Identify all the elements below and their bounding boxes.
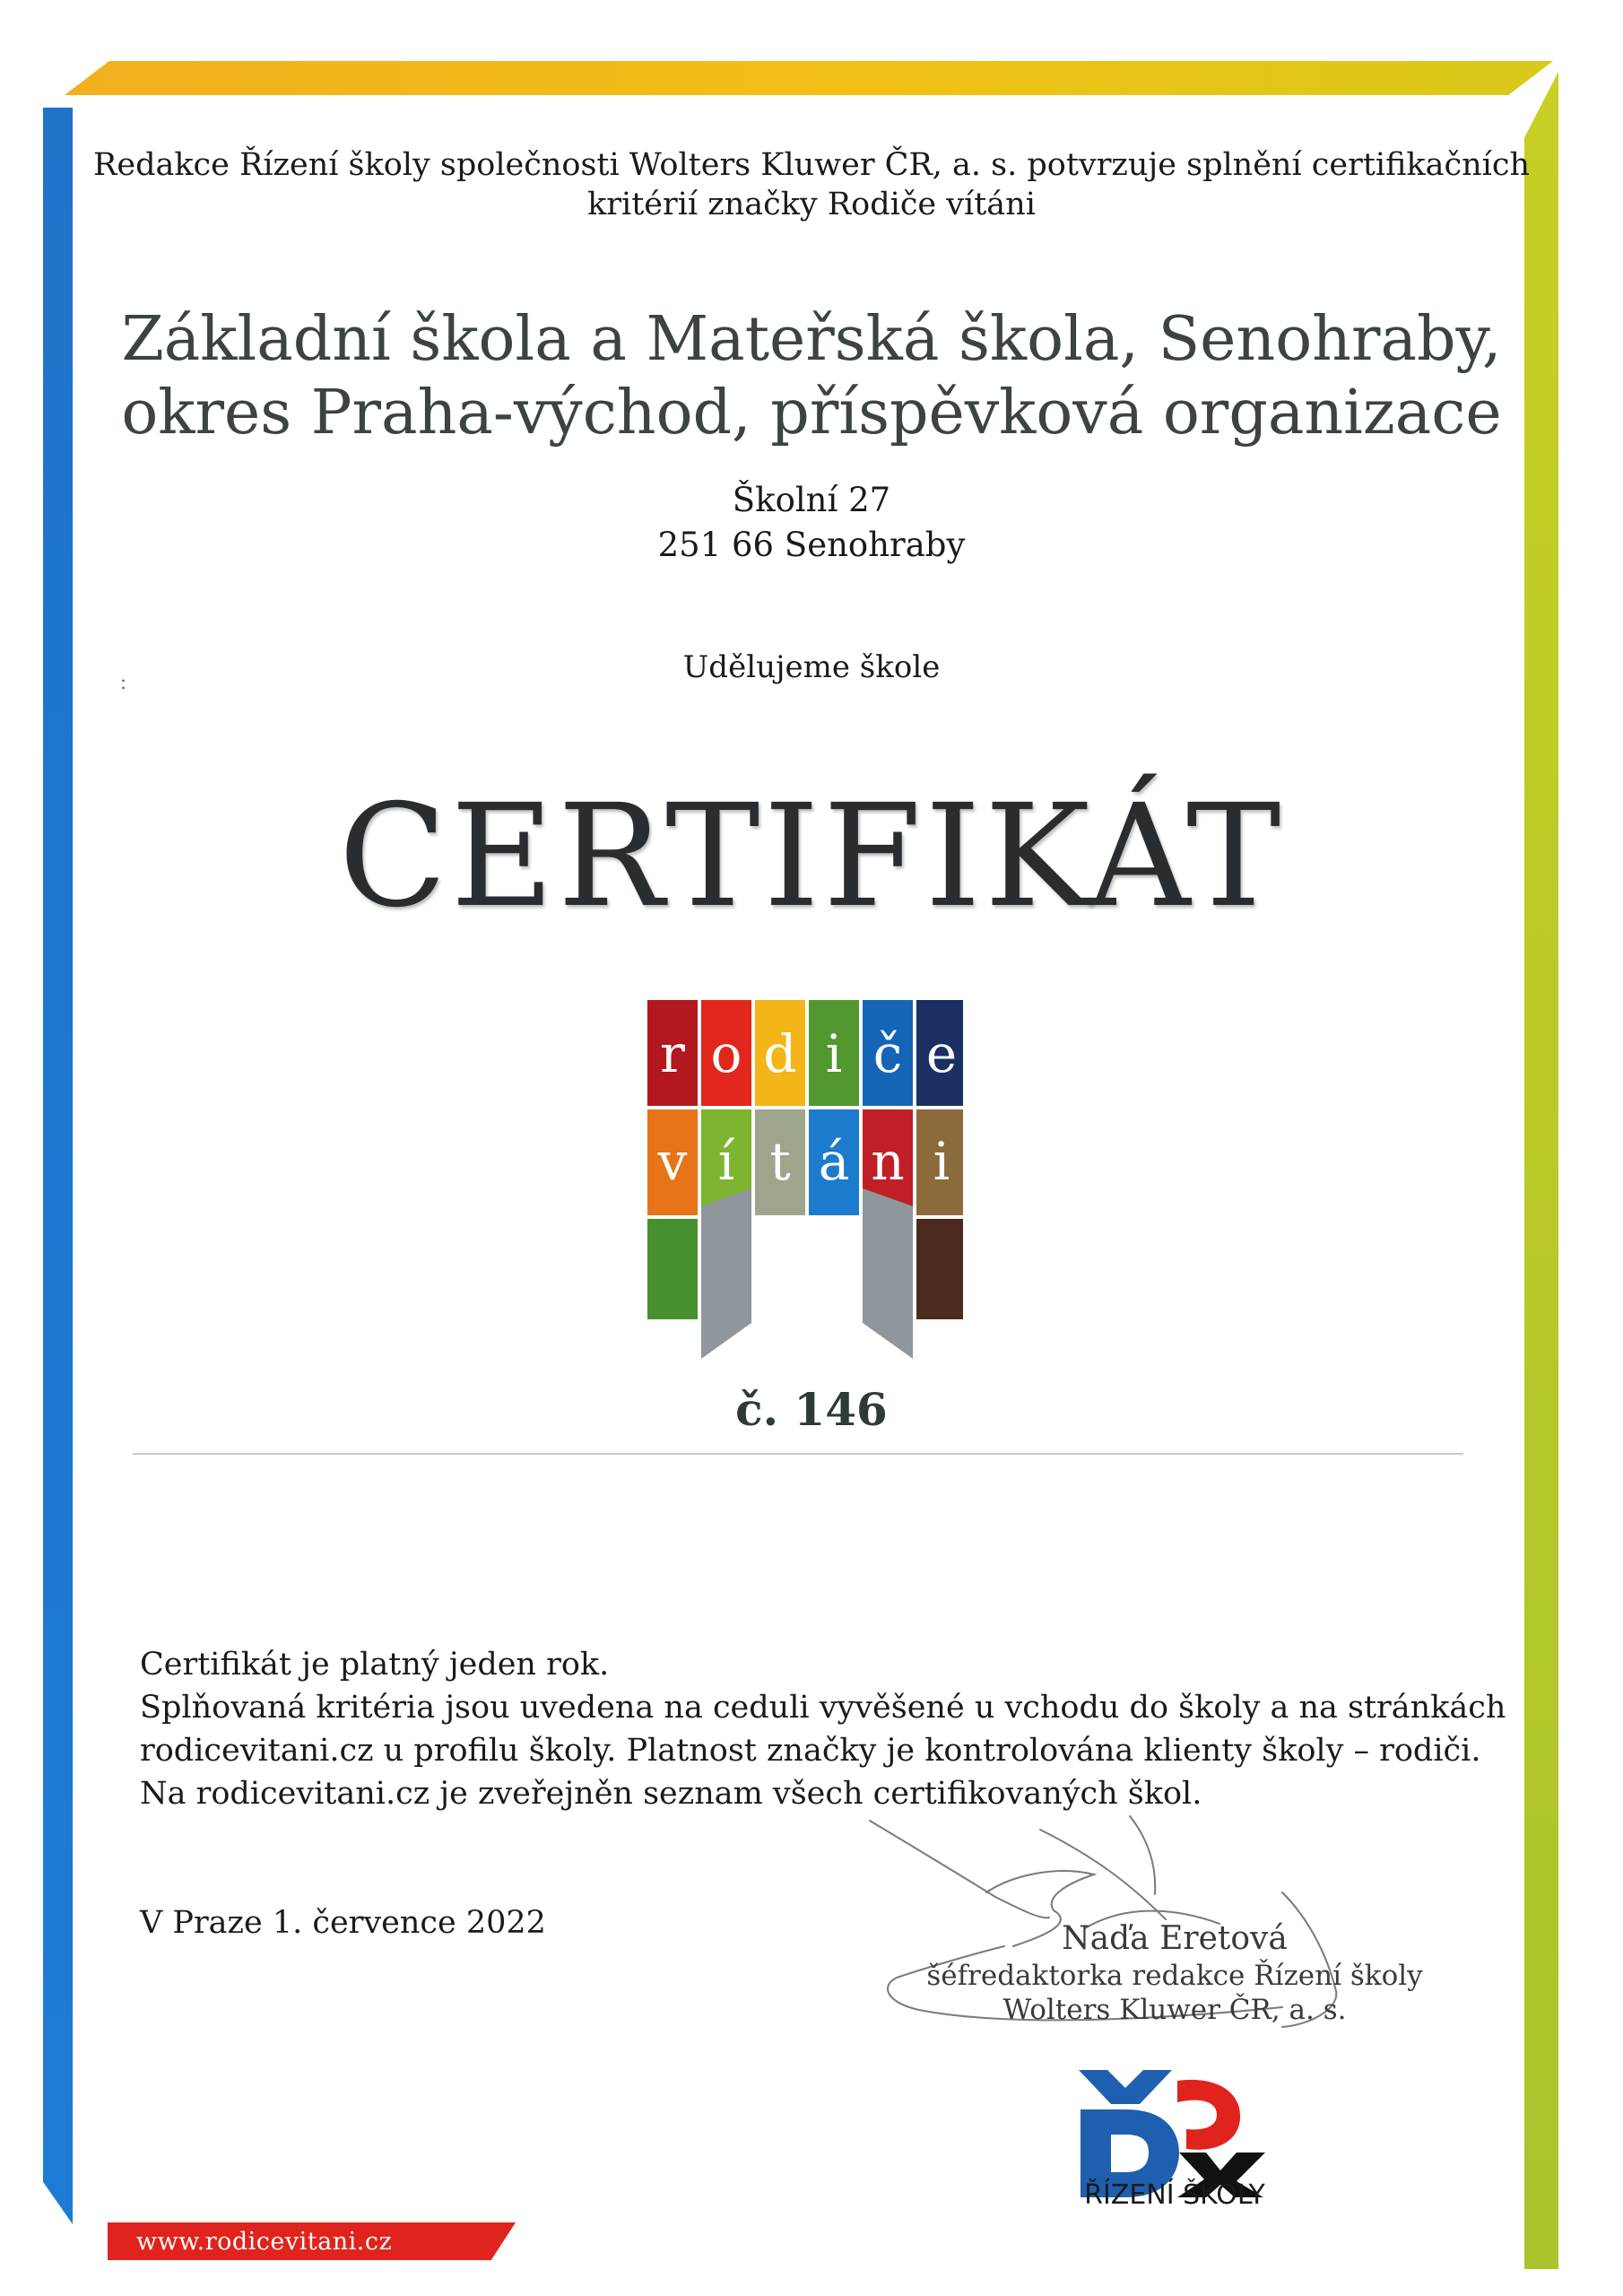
school-city: 251 66 Senohraby [657, 526, 966, 564]
logo-letter-top: č [872, 1023, 903, 1084]
logo-letter-bottom: t [769, 1131, 791, 1192]
intro-line-1: Redakce Řízení školy společnosti Wolters Kluwer ČR, a. s. potvrzuje splnění certifikačních [93, 147, 1530, 183]
signer-block [915, 1919, 1435, 2027]
logo-door-right [863, 1188, 913, 1359]
logo-letter-top: d [763, 1023, 797, 1084]
logo-tile-bottom [647, 1219, 698, 1319]
logo-letter-top: r [660, 1023, 685, 1084]
signer-company: Wolters Kluwer ČR, a. s. [1002, 1994, 1347, 2026]
school-name [0, 303, 1623, 450]
logo-letter-bottom: n [871, 1131, 905, 1192]
school-name-line-1: Základní škola a Mateřská škola, Senohraby, [121, 304, 1502, 375]
body-line-1: Certifikát je platný jeden rok. [140, 1647, 610, 1683]
logo-door-left [701, 1188, 751, 1359]
logo-letter-top: e [925, 1023, 958, 1084]
school-address [0, 478, 1623, 568]
school-name-line-2: okres Praha-východ, příspěvková organizace [121, 378, 1502, 448]
logo-letter-top: o [710, 1023, 742, 1084]
awarding-text: Udělujeme škole [682, 649, 941, 685]
separator-line [133, 1453, 1463, 1455]
place-and-date: V Praze 1. července 2022 [140, 1905, 546, 1941]
logo-tile-bottom [916, 1219, 963, 1319]
intro-line-2: kritérií značky Rodiče vítáni [587, 187, 1036, 222]
intro-text [0, 145, 1623, 224]
school-street: Školní 27 [732, 481, 891, 519]
body-line-2: Splňovaná kritéria jsou uvedena na ceduli vyvěšené u vchodu do školy a na stránkách [140, 1690, 1506, 1726]
logo-letter-bottom: v [657, 1131, 688, 1192]
rodice-vitani-logo [644, 1000, 963, 1359]
certificate-number: č. 146 [735, 1383, 888, 1436]
signer-role: šéfredaktorka redakce Řízení školy [926, 1960, 1423, 1992]
scan-smudge [121, 678, 126, 691]
body-line-4: Na rodicevitani.cz je zveřejněn seznam všech certifikovaných škol. [140, 1776, 1202, 1812]
certificate-title: CERTIFIKÁT [338, 774, 1285, 939]
body-line-3: rodicevitani.cz u profilu školy. Platnost značky je kontrolována klienty školy – rodiči. [140, 1733, 1481, 1769]
certificate-body-text [140, 1643, 1506, 1815]
rizeni-skoly-caption: ŘÍZENÍ ŠKOLY [1084, 2179, 1265, 2211]
logo-letter-bottom: i [933, 1131, 950, 1192]
logo-letter-bottom: á [818, 1131, 850, 1192]
signer-name: Naďa Eretová [1062, 1920, 1288, 1957]
logo-letter-bottom: í [717, 1131, 735, 1192]
frame-top-stripe [65, 61, 1553, 95]
website-link[interactable]: www.rodicevitani.cz [136, 2228, 393, 2256]
logo-letter-top: i [825, 1023, 843, 1084]
